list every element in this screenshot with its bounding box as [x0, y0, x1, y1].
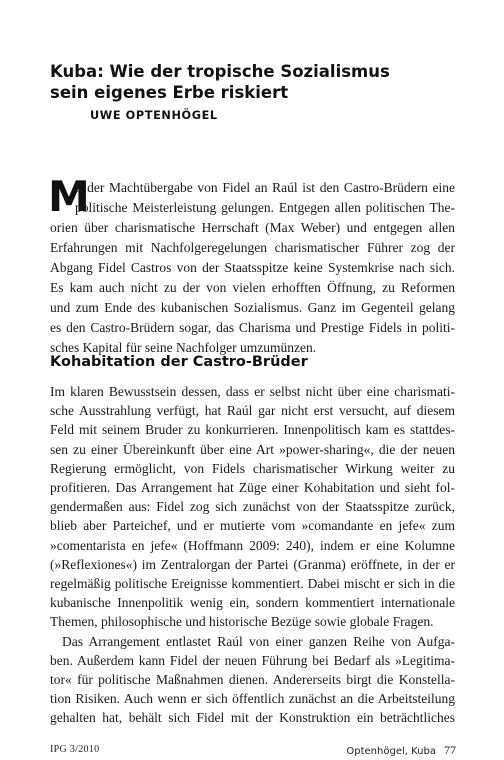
intro-line: Erfahrungen mit Nachfolgeregelungen charismatischer Führer zog der — [50, 240, 455, 255]
running-head: Optenhögel, Kuba — [346, 745, 436, 757]
body-line: gendermaßen aus: Fidel zog sich zunächst von der Staatsspitze zurück, — [50, 499, 455, 515]
intro-line: politische Meisterleistung gelungen. Entgegen allen politischen The- — [75, 200, 455, 215]
body-line: sen zu einer Übereinkunft über eine Art »power-sharing«, die der neuen — [50, 441, 455, 457]
body-line: profitieren. Das Arrangement hat Züge einer Kohabitation und sieht fol- — [50, 480, 455, 495]
page-number: 77 — [444, 742, 456, 757]
article-title-line-2: sein eigenes Erbe riskiert — [50, 83, 289, 102]
intro-line: und zum Ende des kubanischen Sozialismus. Ganz im Gegenteil gelang — [50, 300, 455, 315]
intro-line: Abgang Fidel Castros von der Staatsspitze keine Systemkrise nach sich. — [50, 260, 455, 275]
body-line: Feld mit seinem Bruder zu konkurrieren. Innenpolitisch kam es stattdes- — [50, 422, 455, 438]
article-title-line-1: Kuba: Wie der tropische Sozialismus — [50, 62, 390, 81]
intro-line: sches Kapital für seine Nachfolger umzumünzen. — [50, 340, 317, 355]
body-line: sche Ausstrahlung verfügt, hat Raúl gar nicht erst versucht, auf diesem — [50, 403, 455, 419]
body-line: tor« für politische Maßnahmen dienen. Andererseits birgt die Konstella- — [50, 672, 455, 687]
drop-cap: M — [48, 172, 90, 221]
body-line: Das Arrangement entlastet Raúl von einer ganzen Reihe von Aufga- — [62, 633, 455, 649]
body-line: Themen, philosophische und historische Bezüge sowie globale Fragen. — [50, 614, 434, 630]
body-line: Im klaren Bewusstsein dessen, dass er selbst nicht über eine charismati- — [50, 384, 455, 399]
body-line: tion Risiken. Auch wenn er sich öffentlich zunächst an die Arbeitsteilung — [50, 691, 455, 707]
intro-line: orien über charismatische Herrschaft (Max Weber) und entgegen allen — [50, 220, 455, 235]
article-author: UWE OPTENHÖGEL — [90, 109, 218, 122]
section-heading: Kohabitation der Castro-Brüder — [50, 354, 308, 370]
body-line: (»Reflexiones«) im Zentralorgan der Partei (Granma) eröffnete, in der er — [50, 556, 455, 572]
body-line: ben. Außerdem kann Fidel der neuen Führung bei Bedarf als »Legitima- — [50, 652, 455, 668]
article-title — [50, 61, 470, 103]
body-line: gehalten hat, behält sich Fidel mit der Konstruktion ein beträchtliches — [50, 710, 455, 726]
footer-running-head — [346, 742, 456, 758]
intro-line: es den Castro-Brüdern sogar, das Charisma und Prestige Fidels in politi- — [50, 320, 455, 335]
footer-journal: IPG 3/2010 — [50, 743, 100, 755]
body-line: regelmäßig politische Ereignisse kommentiert. Dabei mischt er sich in die — [50, 576, 455, 591]
body-line: »comentarista en jefe« (Hoffmann 2009: 240), indem er eine Kolumne — [50, 537, 455, 553]
intro-line: Es kam auch nicht zu der von vielen erhofften Öffnung, zu Reformen — [50, 280, 455, 295]
intro-line: it der Machtübergabe von Fidel an Raúl ist den Castro-Brüdern eine — [75, 180, 455, 195]
body-line: Regierung ermöglicht, von Fidels charismatischer Wirkung weiter zu — [50, 460, 455, 476]
body-line: blieb aber Parteichef, und er mutierte vom »comandante en jefe« zum — [50, 518, 455, 534]
body-line: kubanische Innenpolitik wenig ein, sondern kommentiert internationale — [50, 595, 455, 611]
